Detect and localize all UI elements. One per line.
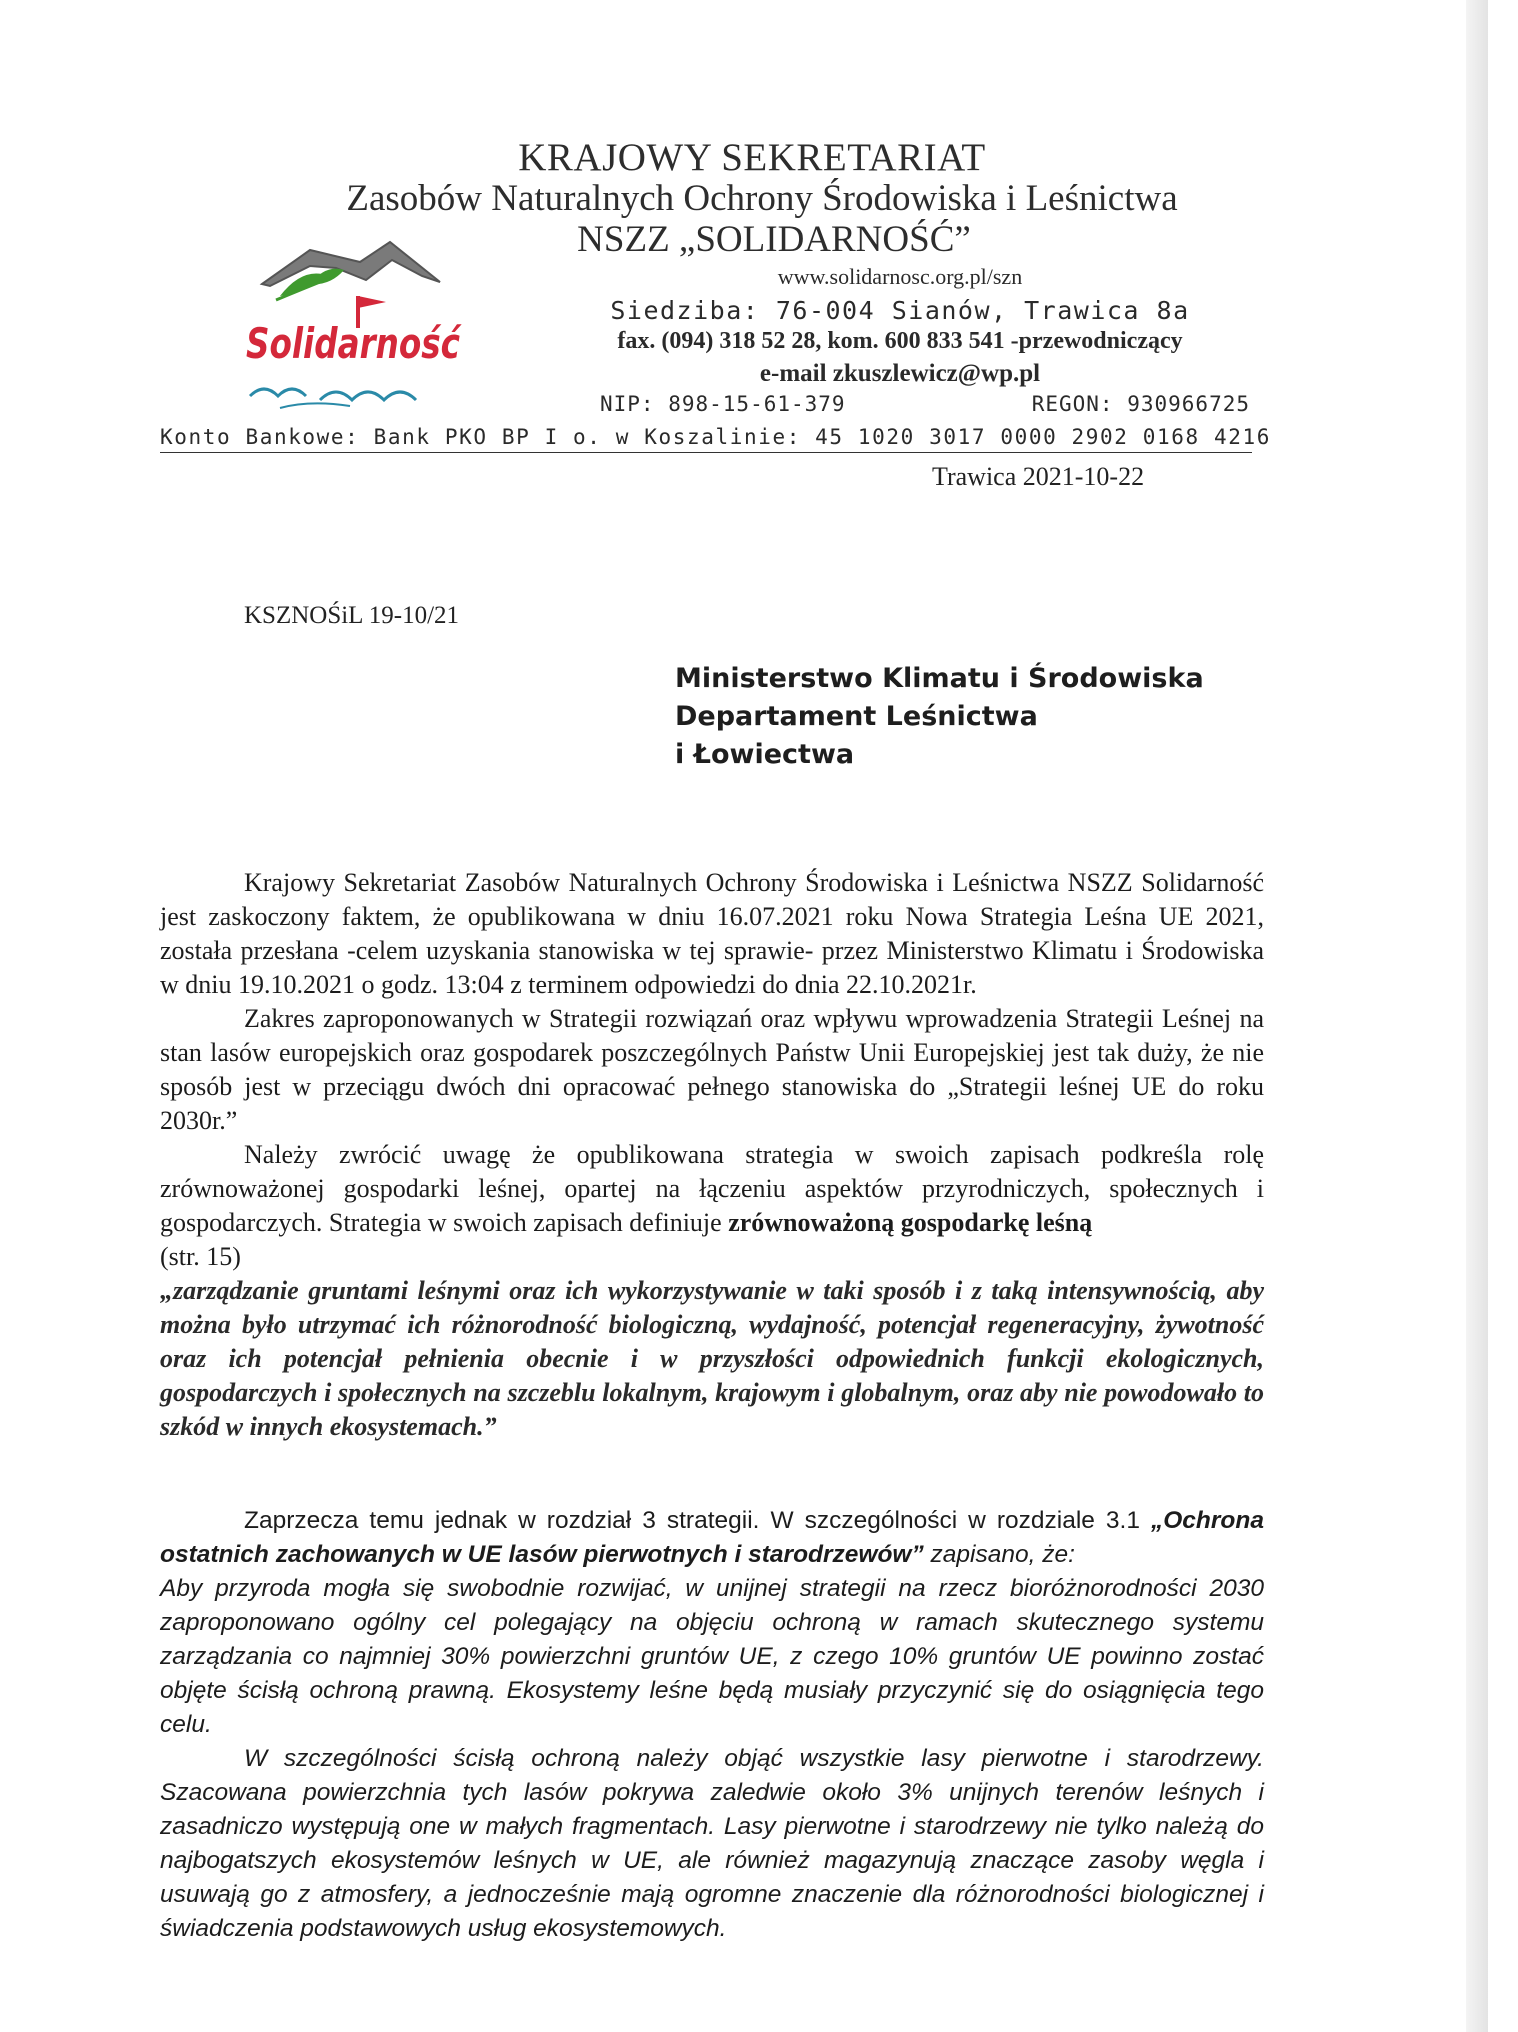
letterhead-regon: REGON: 930966725: [1031, 392, 1250, 416]
recipient-line-3: i Łowiectwa: [675, 739, 855, 770]
paragraph-1: Krajowy Sekretariat Zasobów Naturalnych Ochrony Środowiska i Leśnictwa NSZZ Solidarność jest zaskoczony faktem, że opublikowana w dniu 16.07.2021 roku Nowa Strategia Leśna UE 2021, została przesłana -celem uzyskania stanowiska w tej sprawie- przez Ministerstwo Klimatu i Środowiska w dniu 19.10.2021 o godz. 13:04 z terminem odpowiedzi do dnia 22.10.2021r.: [160, 868, 1264, 999]
letterhead-fax: fax. (094) 318 52 28, kom. 600 833 541 -przewodniczący: [617, 328, 1183, 354]
solidarnosc-logo: [240, 236, 470, 414]
paragraph-4: [160, 1504, 1264, 1572]
letterhead-divider: [160, 452, 1252, 453]
letterhead-union-name: NSZZ „SOLIDARNOŚĆ”: [577, 219, 971, 260]
letterhead-email: e-mail zkuszlewicz@wp.pl: [759, 360, 1041, 387]
letterhead-subtitle: Zasobów Naturalnych Ochrony Środowiska i Leśnictwa: [346, 178, 1178, 219]
page-edge: [1466, 0, 1488, 2032]
letter-body-strategy-quote: [160, 1504, 1264, 1946]
definition-quote: „zarządzanie gruntami leśnymi oraz ich wykorzystywanie w taki sposób i z taką intensywnością, aby można było utrzymać ich różnorodność biologiczną, wydajność, potencjał regeneracyjny, żywotność oraz ich potencjał pełnienia obecnie i w przyszłości odpowiednich funkcji ekologicznych, gospodarczych i społecznych na szczeblu lokalnym, krajowym i globalnym, oraz aby nie powodowało to szkód w innych ekosystemach.”: [160, 1276, 1264, 1441]
letter-body-main: [160, 866, 1264, 1444]
paragraph-4-text: Zaprzecza temu jednak w rozdział 3 strategii. W szczególności w rozdziale 3.1: [244, 1507, 1151, 1534]
letterhead-title: KRAJOWY SEKRETARIAT: [518, 136, 986, 179]
recipient-line-2: Departament Leśnictwa: [675, 701, 1038, 732]
strategy-quote-1: Aby przyroda mogła się swobodnie rozwijać, w unijnej strategii na rzecz bioróżnorodności 2030 zaproponowano ogólny cel polegający na objęciu ochroną w ramach skutecznego systemu zarządzania co najmniej 30% powierzchni gruntów UE, z czego 10% gruntów UE powinno zostać objęte ścisłą ochroną prawną. Ekosystemy leśne będą musiały przyczynić się do osiągnięcia tego celu.: [160, 1575, 1264, 1738]
letterhead-nip: NIP: 898-15-61-379: [600, 392, 846, 416]
recipient-block: [675, 660, 1315, 774]
chapter-title: „Ochrona ostatnich zachowanych w UE lasów pierwotnych i starodrzewów”: [160, 1507, 1264, 1568]
letterhead-seat: Siedziba: 76-004 Sianów, Trawica 8a: [610, 296, 1190, 325]
recipient-line-1: Ministerstwo Klimatu i Środowiska: [675, 663, 1204, 694]
letter-date: Trawica 2021-10-22: [932, 462, 1145, 491]
paragraph-3: [160, 1138, 1264, 1240]
paragraph-2: Zakres zaproponowanych w Strategii rozwiązań oraz wpływu wprowadzenia Strategii Leśnej na stan lasów europejskich oraz gospodarek poszczególnych Państw Unii Europejskiej jest tak duży, że nie sposób jest w przeciągu dwóch dni opracować pełnego stanowiska do „Strategii leśnej UE do roku 2030r.”: [160, 1004, 1264, 1135]
paragraph-4-after: zapisano, że:: [923, 1541, 1075, 1568]
paragraph-3-bold-term: zrównoważoną gospodarkę leśną: [728, 1208, 1093, 1237]
letterhead-ids: [600, 392, 1250, 416]
letterhead-website: www.solidarnosc.org.pl/szn: [777, 264, 1023, 289]
reference-number: KSZNOŚiL 19-10/21: [244, 602, 460, 629]
letterhead-bank-account: Konto Bankowe: Bank PKO BP I o. w Koszalinie: 45 1020 3017 0000 2902 0168 4216: [160, 425, 1271, 449]
logo-text: Solidarność: [246, 319, 463, 368]
strategy-quote-2: W szczególności ścisłą ochroną należy objąć wszystkie lasy pierwotne i starodrzewy. Szacowana powierzchnia tych lasów pokrywa zaledwie około 3% unijnych terenów leśnych i zasadniczo występują one w małych fragmentach. Lasy pierwotne i starodrzewy nie tylko należą do najbogatszych ekosystemów leśnych w UE, ale również magazynują znaczące zasoby węgla i usuwają go z atmosfery, a jednocześnie mają ogromne znaczenie dla różnorodności biologicznej i świadczenia podstawowych usług ekosystemowych.: [160, 1745, 1264, 1942]
paragraph-3-page-ref: (str. 15): [160, 1242, 241, 1271]
paragraph-3-text: Należy zwrócić uwagę że opublikowana strategia w swoich zapisach podkreśla rolę zrównoważonej gospodarki leśnej, opartej na łączeniu aspektów przyrodniczych, społecznych i gospodarczych. Strategia w swoich zapisach definiuje: [160, 1140, 1264, 1237]
